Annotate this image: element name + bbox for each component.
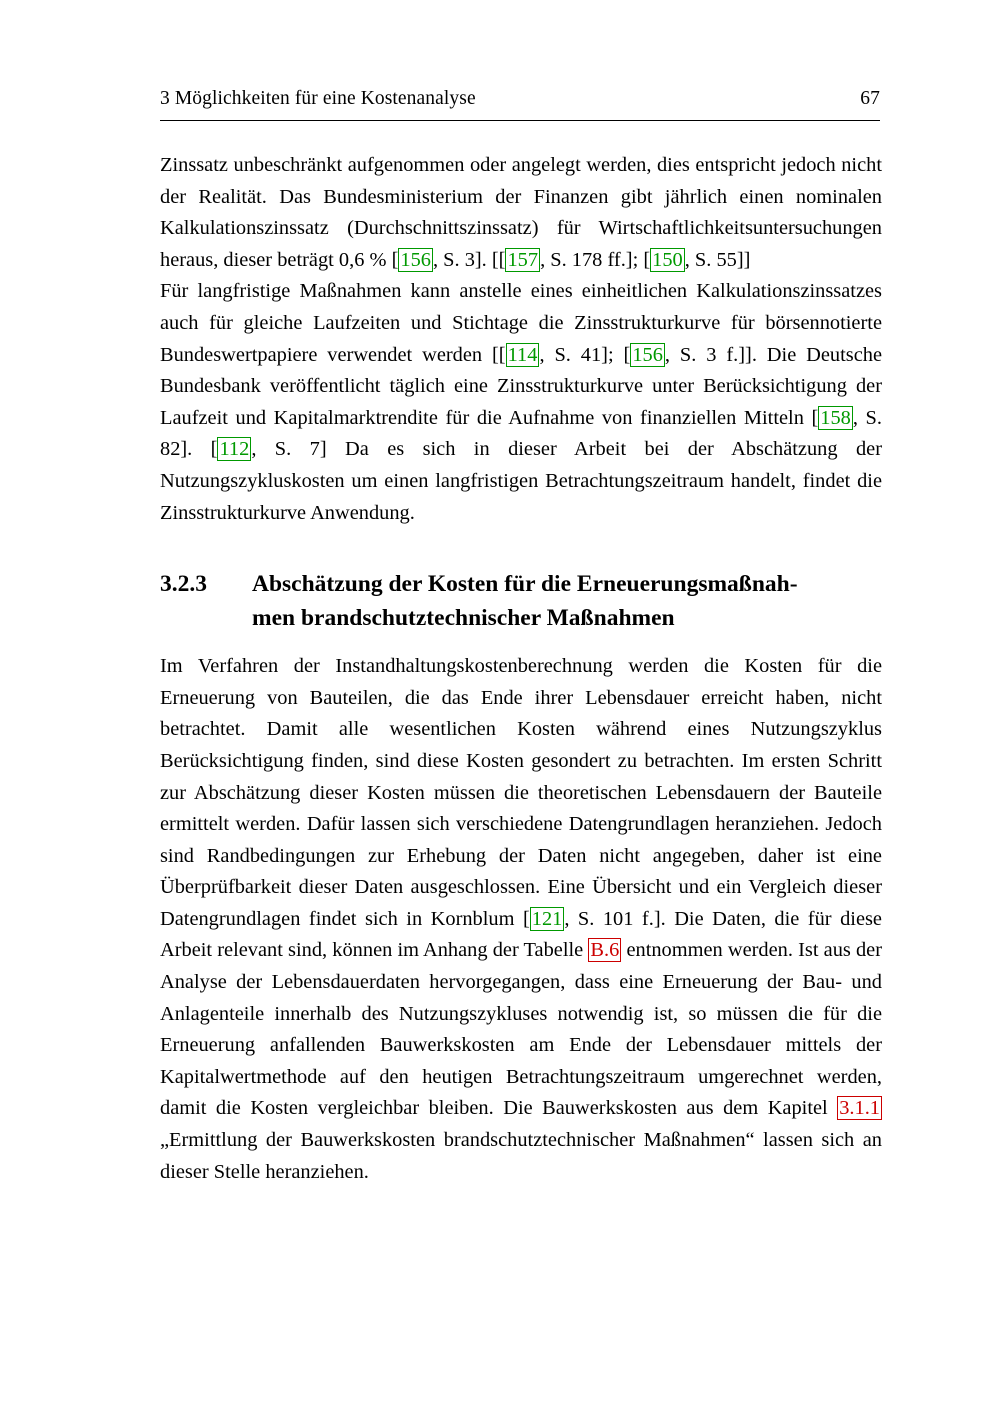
header-page-number: 67 bbox=[860, 88, 880, 109]
paragraph-text: Im Verfahren der Instandhaltungskostenberechnung werden die Kosten für die Erneuerung von Bauteilen, die das Ende ihrer Lebensdauer erreicht haben, nicht betrachtet. Damit alle wesentlichen Kosten während eines Nutzungszyklus Berücksichtigung finden, sind diese Kosten gesondert zu betrachten. Im ersten Schritt zur Abschätzung dieser Kosten müssen die theoretischen Lebensdauern der Bauteile ermittelt werden. Dafür lassen sich verschiedene Datengrundlagen heranziehen. Jedoch sind Randbedingungen zur Erhebung der Daten nicht angegeben, daher ist eine Überprüfbarkeit dieser Daten ausgeschlossen. Eine Übersicht und ein Vergleich dieser Datengrundlagen findet sich in Kornblum [ bbox=[160, 655, 882, 930]
paragraph-text: Zinssatz unbeschränkt aufgenommen oder angelegt werden, dies entspricht jedoch nicht der Realität. Das Bundesministerium der Finanzen gibt jährlich einen nominalen Kalkulationszinssatz (Durchschnittszinssatz) für Wirtschaftlichkeitsuntersuchungen heraus, dieser beträgt 0,6 % [ bbox=[160, 154, 882, 271]
paragraph-text: , S. 3 f.]]. Die Deutsche Bundesbank veröffentlicht täglich eine Zinsstrukturkurve unter Berücksichtigung der Laufzeit und Kapitalmarktrendite für die Aufnahme von finanziellen Mitteln [ bbox=[160, 343, 883, 429]
paragraph-text: entnommen werden. Ist aus der Analyse der Lebensdauerdaten hervorgegangen, dass eine Erneuerung der Bau- und Anlagenteile innerhalb des Nutzungszykluses notwendig ist, so müssen die für die Erneuerung anfallenden Bauwerkskosten am Ende der Lebensdauer mittels der Kapitalwertmethode auf den heutigen Betrachtungszeitraum umgerechnet werden, damit die Kosten vergleichbar bleiben. Die Bauwerkskosten aus dem Kapitel bbox=[160, 939, 883, 1120]
paragraph-interest-rate bbox=[160, 150, 882, 276]
section-heading bbox=[160, 567, 882, 635]
header-chapter-title: 3 Möglichkeiten für eine Kostenanalyse bbox=[160, 88, 476, 109]
citation-link-156[interactable]: 156 bbox=[400, 248, 431, 271]
paragraph-text: , S. 7] Da es sich in dieser Arbeit bei der Abschätzung der Nutzungszykluskosten um einen langfristigen Betrachtungszeitraum handelt, findet die Zinsstrukturkurve Anwendung. bbox=[160, 438, 882, 524]
crossref-link-table-b6[interactable]: B.6 bbox=[590, 939, 620, 962]
page-header bbox=[160, 88, 880, 110]
section-title bbox=[252, 567, 882, 635]
paragraph-text: , S. 41]; [ bbox=[539, 343, 631, 366]
citation-link-156-b[interactable]: 156 bbox=[632, 343, 663, 366]
citation-link-158[interactable]: 158 bbox=[820, 406, 851, 429]
crossref-link-section-311[interactable]: 3.1.1 bbox=[839, 1097, 880, 1120]
paragraph-yield-curve bbox=[160, 276, 882, 529]
citation-link-114[interactable]: 114 bbox=[507, 343, 538, 366]
citation-link-150[interactable]: 150 bbox=[652, 248, 683, 271]
header-rule bbox=[160, 120, 880, 121]
section-title-line-1: Abschätzung der Kosten für die Erneuerungsmaßnah- bbox=[252, 571, 798, 598]
paragraph-text: , S. 101 f.]. Die Daten, die für diese Arbeit relevant sind, können im Anhang der Tabelle bbox=[160, 907, 882, 962]
section-number: 3.2.3 bbox=[160, 571, 207, 598]
paragraph-text: , S. 55]] bbox=[684, 248, 751, 271]
page-content bbox=[160, 150, 882, 1188]
paragraph-text: Für langfristige Maßnahmen kann anstelle eines einheitlichen Kalkulationszinssatzes auch für gleiche Laufzeiten und Stichtage die Zinsstrukturkurve für börsennotierte Bundeswertpapiere verwendet werden [[ bbox=[160, 280, 882, 366]
paragraph-renewal-costs bbox=[160, 651, 882, 1188]
paragraph-text: , S. 178 ff.]; [ bbox=[540, 248, 651, 271]
section-title-line-2: men brandschutztechnischer Maßnahmen bbox=[252, 605, 675, 632]
paragraph-text: „Ermittlung der Bauwerkskosten brandschutztechnischer Maßnahmen“ lassen sich an dieser Stelle heranziehen. bbox=[160, 1129, 882, 1183]
citation-link-157[interactable]: 157 bbox=[507, 248, 539, 271]
citation-link-112[interactable]: 112 bbox=[219, 438, 250, 461]
paragraph-text: , S. 82]. [ bbox=[160, 406, 882, 461]
paragraph-text: , S. 3]. [[ bbox=[432, 248, 506, 271]
citation-link-121[interactable]: 121 bbox=[531, 907, 563, 930]
